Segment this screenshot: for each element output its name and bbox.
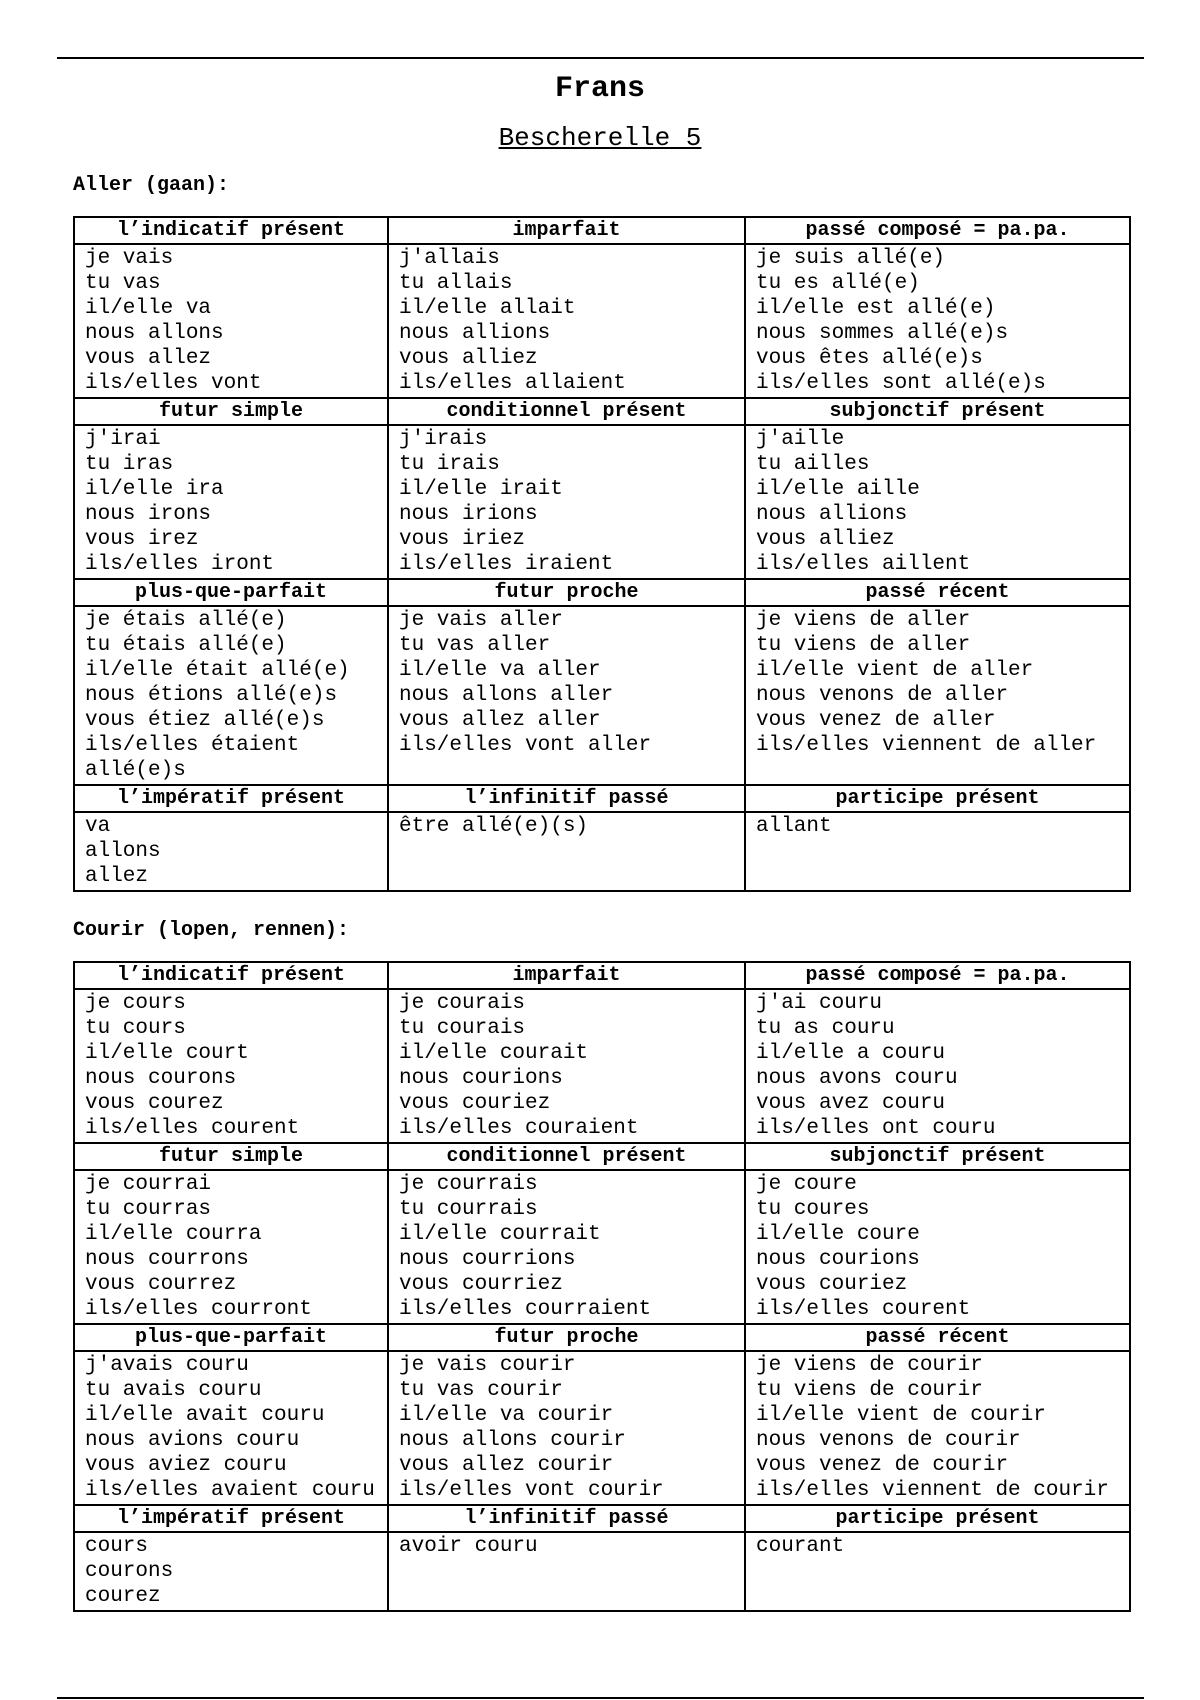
- conjugation-line: tu irais: [399, 453, 500, 476]
- conjugation-line: nous étions allé(e)s: [85, 684, 338, 707]
- conjugation-line: il/elle courrait: [399, 1223, 601, 1246]
- tense-header: passé récent: [745, 579, 1130, 606]
- conjugation-line: tu vas aller: [399, 634, 551, 657]
- conjugation-row: [74, 244, 1130, 398]
- conjugation-line: nous allions: [399, 322, 551, 345]
- conjugation-cell: [745, 989, 1130, 1143]
- page-subtitle: Bescherelle 5: [498, 123, 702, 153]
- conjugation-line: il/elle ira: [85, 478, 224, 501]
- tense-header-row: [74, 962, 1130, 989]
- conjugation-cell: [74, 1170, 388, 1324]
- conjugation-line: il/elle coure: [756, 1223, 920, 1246]
- tense-header-row: [74, 217, 1130, 244]
- conjugation-line: vous iriez: [399, 528, 526, 551]
- tense-header: futur proche: [388, 579, 745, 606]
- conjugation-line: vous avez couru: [756, 1092, 946, 1115]
- conjugation-line: j'allais: [399, 247, 500, 270]
- tense-header-row: [74, 785, 1130, 812]
- tense-header: participe présent: [745, 785, 1130, 812]
- conjugation-line: j'aille: [756, 428, 845, 451]
- conjugation-line: nous allons courir: [399, 1429, 626, 1452]
- tense-header: imparfait: [388, 217, 745, 244]
- conjugation-line: je étais allé(e): [85, 609, 287, 632]
- tense-header: subjonctif présent: [745, 398, 1130, 425]
- conjugation-line: il/elle irait: [399, 478, 563, 501]
- conjugation-line: va: [85, 815, 111, 838]
- conjugation-line: nous venons de courir: [756, 1429, 1021, 1452]
- conjugation-cell: [74, 1351, 388, 1505]
- conjugation-line: tu avais couru: [85, 1379, 262, 1402]
- conjugation-line: je vais aller: [399, 609, 563, 632]
- conjugation-line: tu courras: [85, 1198, 212, 1221]
- conjugation-cell: [745, 425, 1130, 579]
- conjugation-line: tu étais allé(e): [85, 634, 287, 657]
- tense-header-row: [74, 1505, 1130, 1532]
- conjugation-line: il/elle vient de aller: [756, 659, 1034, 682]
- tense-header: imparfait: [388, 962, 745, 989]
- conjugation-line: je coure: [756, 1173, 857, 1196]
- conjugation-row: [74, 1170, 1130, 1324]
- conjugation-line: allons: [85, 840, 161, 863]
- conjugation-line: je cours: [85, 992, 186, 1015]
- tense-header: subjonctif présent: [745, 1143, 1130, 1170]
- tense-header: l’impératif présent: [74, 785, 388, 812]
- conjugation-line: ils/elles viennent de aller: [756, 734, 1097, 757]
- page-title: Frans: [554, 72, 645, 106]
- tense-header: passé composé = pa.pa.: [745, 962, 1130, 989]
- conjugation-line: j'irai: [85, 428, 161, 451]
- conjugation-line: vous courez: [85, 1092, 224, 1115]
- conjugation-line: nous courrions: [399, 1248, 576, 1271]
- conjugation-line: vous allez: [85, 347, 212, 370]
- tense-header: l’impératif présent: [74, 1505, 388, 1532]
- conjugation-line: nous allons: [85, 322, 224, 345]
- conjugation-cell: [74, 425, 388, 579]
- conjugation-line: ils/elles allaient: [399, 372, 626, 395]
- conjugation-cell: [745, 606, 1130, 785]
- conjugation-line: ils/elles iraient: [399, 553, 614, 576]
- conjugation-line: vous couriez: [756, 1273, 908, 1296]
- conjugation-line: courez: [85, 1585, 161, 1608]
- conjugation-line: vous irez: [85, 528, 199, 551]
- conjugation-row: [74, 1351, 1130, 1505]
- conjugation-cell: [388, 425, 745, 579]
- conjugation-line: il/elle vient de courir: [756, 1404, 1046, 1427]
- conjugation-line: nous avions couru: [85, 1429, 300, 1452]
- conjugation-cell: [745, 812, 1130, 891]
- conjugation-line: tu allais: [399, 272, 513, 295]
- conjugation-cell: [74, 812, 388, 891]
- conjugation-row: [74, 425, 1130, 579]
- conjugation-cell: [745, 1170, 1130, 1324]
- conjugation-line: vous alliez: [756, 528, 895, 551]
- tense-header: futur proche: [388, 1324, 745, 1351]
- conjugation-line: tu viens de courir: [756, 1379, 983, 1402]
- conjugation-line: tu iras: [85, 453, 174, 476]
- conjugation-line: ils/elles courront: [85, 1298, 312, 1321]
- conjugation-line: ils/elles ont couru: [756, 1117, 996, 1140]
- conjugation-line: je viens de aller: [756, 609, 971, 632]
- conjugation-line: vous venez de courir: [756, 1454, 1009, 1477]
- conjugation-line: courons: [85, 1560, 174, 1583]
- tense-header: plus-que-parfait: [74, 579, 388, 606]
- section-heading-aller: Aller (gaan):: [73, 174, 230, 197]
- conjugation-line: il/elle va: [85, 297, 212, 320]
- conjugation-line: ils/elles vont aller: [399, 734, 652, 757]
- conjugation-line: vous aviez couru: [85, 1454, 287, 1477]
- conjugation-cell: [388, 989, 745, 1143]
- conjugation-line: nous courrons: [85, 1248, 249, 1271]
- conjugation-line: nous irons: [85, 503, 212, 526]
- conjugation-line: il/elle courra: [85, 1223, 262, 1246]
- conjugation-line: nous courions: [756, 1248, 920, 1271]
- conjugation-row: [74, 989, 1130, 1143]
- tense-header: futur simple: [74, 1143, 388, 1170]
- conjugation-line: nous avons couru: [756, 1067, 958, 1090]
- conjugation-line: j'ai couru: [756, 992, 883, 1015]
- conjugation-line: tu coures: [756, 1198, 870, 1221]
- conjugation-line: il/elle aille: [756, 478, 920, 501]
- conjugation-line: vous courrez: [85, 1273, 237, 1296]
- conjugation-line: nous sommes allé(e)s: [756, 322, 1009, 345]
- conjugation-line: je suis allé(e): [756, 247, 946, 270]
- section-heading-courir: Courir (lopen, rennen):: [73, 919, 350, 942]
- conjugation-line: il/elle allait: [399, 297, 576, 320]
- tense-header: conditionnel présent: [388, 1143, 745, 1170]
- tense-header: participe présent: [745, 1505, 1130, 1532]
- conjugation-line: je courrai: [85, 1173, 212, 1196]
- conjugation-line: vous courriez: [399, 1273, 563, 1296]
- tense-header-row: [74, 579, 1130, 606]
- conjugation-line: je courrais: [399, 1173, 538, 1196]
- tense-header: l’infinitif passé: [388, 1505, 745, 1532]
- conjugation-line: il/elle va courir: [399, 1404, 614, 1427]
- conjugation-cell: [388, 812, 745, 891]
- conjugation-line: allant: [756, 815, 832, 838]
- conjugation-cell: [745, 244, 1130, 398]
- top-rule: [57, 57, 1144, 59]
- conjugation-line: ils/elles vont courir: [399, 1479, 664, 1502]
- conjugation-line: vous venez de aller: [756, 709, 996, 732]
- conjugation-line: ils/elles viennent de courir: [756, 1479, 1109, 1502]
- conjugation-line: nous courons: [85, 1067, 237, 1090]
- conjugation-line: avoir couru: [399, 1535, 538, 1558]
- conjugation-line: ils/elles vont: [85, 372, 262, 395]
- conjugation-line: ils/elles sont allé(e)s: [756, 372, 1046, 395]
- tense-header: futur simple: [74, 398, 388, 425]
- conjugation-line: ils/elles aillent: [756, 553, 971, 576]
- conjugation-line: tu courrais: [399, 1198, 538, 1221]
- tense-header: l’indicatif présent: [74, 962, 388, 989]
- conjugation-line: nous venons de aller: [756, 684, 1009, 707]
- tense-header-row: [74, 1324, 1130, 1351]
- conjugation-line: être allé(e)(s): [399, 815, 589, 838]
- conjugation-line: il/elle est allé(e): [756, 297, 996, 320]
- conjugation-line: vous êtes allé(e)s: [756, 347, 983, 370]
- conjugation-cell: [388, 1532, 745, 1611]
- conjugation-line: tu vas courir: [399, 1379, 563, 1402]
- conjugation-cell: [745, 1532, 1130, 1611]
- conjugation-cell: [388, 244, 745, 398]
- conjugation-line: ils/elles iront: [85, 553, 275, 576]
- conjugation-line: tu cours: [85, 1017, 186, 1040]
- conjugation-line: je vais courir: [399, 1354, 576, 1377]
- tense-header-row: [74, 398, 1130, 425]
- conjugation-line: vous allez aller: [399, 709, 601, 732]
- conjugation-line: ils/elles étaient allé(e)s: [85, 734, 312, 782]
- tense-header: l’indicatif présent: [74, 217, 388, 244]
- conjugation-line: je vais: [85, 247, 174, 270]
- conjugation-line: tu as couru: [756, 1017, 895, 1040]
- conjugation-line: j'avais couru: [85, 1354, 249, 1377]
- conjugation-line: ils/elles avaient couru: [85, 1479, 375, 1502]
- conjugation-line: vous couriez: [399, 1092, 551, 1115]
- conjugation-cell: [74, 1532, 388, 1611]
- conjugation-line: vous étiez allé(e)s: [85, 709, 325, 732]
- conjugation-line: tu vas: [85, 272, 161, 295]
- conjugation-line: vous alliez: [399, 347, 538, 370]
- conjugation-line: ils/elles courent: [756, 1298, 971, 1321]
- conjugation-line: ils/elles courraient: [399, 1298, 652, 1321]
- conjugation-table-aller: [73, 216, 1131, 892]
- tense-header: passé composé = pa.pa.: [745, 217, 1130, 244]
- conjugation-line: nous allions: [756, 503, 908, 526]
- conjugation-line: il/elle a couru: [756, 1042, 946, 1065]
- conjugation-cell: [388, 1170, 745, 1324]
- conjugation-cell: [388, 1351, 745, 1505]
- conjugation-line: il/elle avait couru: [85, 1404, 325, 1427]
- conjugation-line: je courais: [399, 992, 526, 1015]
- conjugation-line: il/elle va aller: [399, 659, 601, 682]
- conjugation-line: tu es allé(e): [756, 272, 920, 295]
- conjugation-line: nous irions: [399, 503, 538, 526]
- conjugation-line: allez: [85, 865, 149, 888]
- conjugation-line: vous allez courir: [399, 1454, 614, 1477]
- conjugation-table-courir: [73, 961, 1131, 1612]
- conjugation-line: nous courions: [399, 1067, 563, 1090]
- conjugation-line: ils/elles courent: [85, 1117, 300, 1140]
- conjugation-cell: [74, 606, 388, 785]
- tense-header-row: [74, 1143, 1130, 1170]
- conjugation-line: tu ailles: [756, 453, 870, 476]
- conjugation-line: cours: [85, 1535, 149, 1558]
- conjugation-cell: [745, 1351, 1130, 1505]
- conjugation-line: courant: [756, 1535, 845, 1558]
- conjugation-line: nous allons aller: [399, 684, 614, 707]
- tense-header: passé récent: [745, 1324, 1130, 1351]
- conjugation-cell: [74, 989, 388, 1143]
- conjugation-line: il/elle court: [85, 1042, 249, 1065]
- conjugation-line: il/elle courait: [399, 1042, 589, 1065]
- tense-header: l’infinitif passé: [388, 785, 745, 812]
- conjugation-line: j'irais: [399, 428, 488, 451]
- conjugation-line: tu viens de aller: [756, 634, 971, 657]
- conjugation-cell: [74, 244, 388, 398]
- conjugation-cell: [388, 606, 745, 785]
- conjugation-row: [74, 606, 1130, 785]
- bottom-rule: [57, 1697, 1144, 1699]
- tense-header: plus-que-parfait: [74, 1324, 388, 1351]
- conjugation-line: je viens de courir: [756, 1354, 983, 1377]
- tense-header: conditionnel présent: [388, 398, 745, 425]
- conjugation-line: ils/elles couraient: [399, 1117, 639, 1140]
- conjugation-line: il/elle était allé(e): [85, 659, 350, 682]
- conjugation-line: tu courais: [399, 1017, 526, 1040]
- conjugation-row: [74, 1532, 1130, 1611]
- conjugation-row: [74, 812, 1130, 891]
